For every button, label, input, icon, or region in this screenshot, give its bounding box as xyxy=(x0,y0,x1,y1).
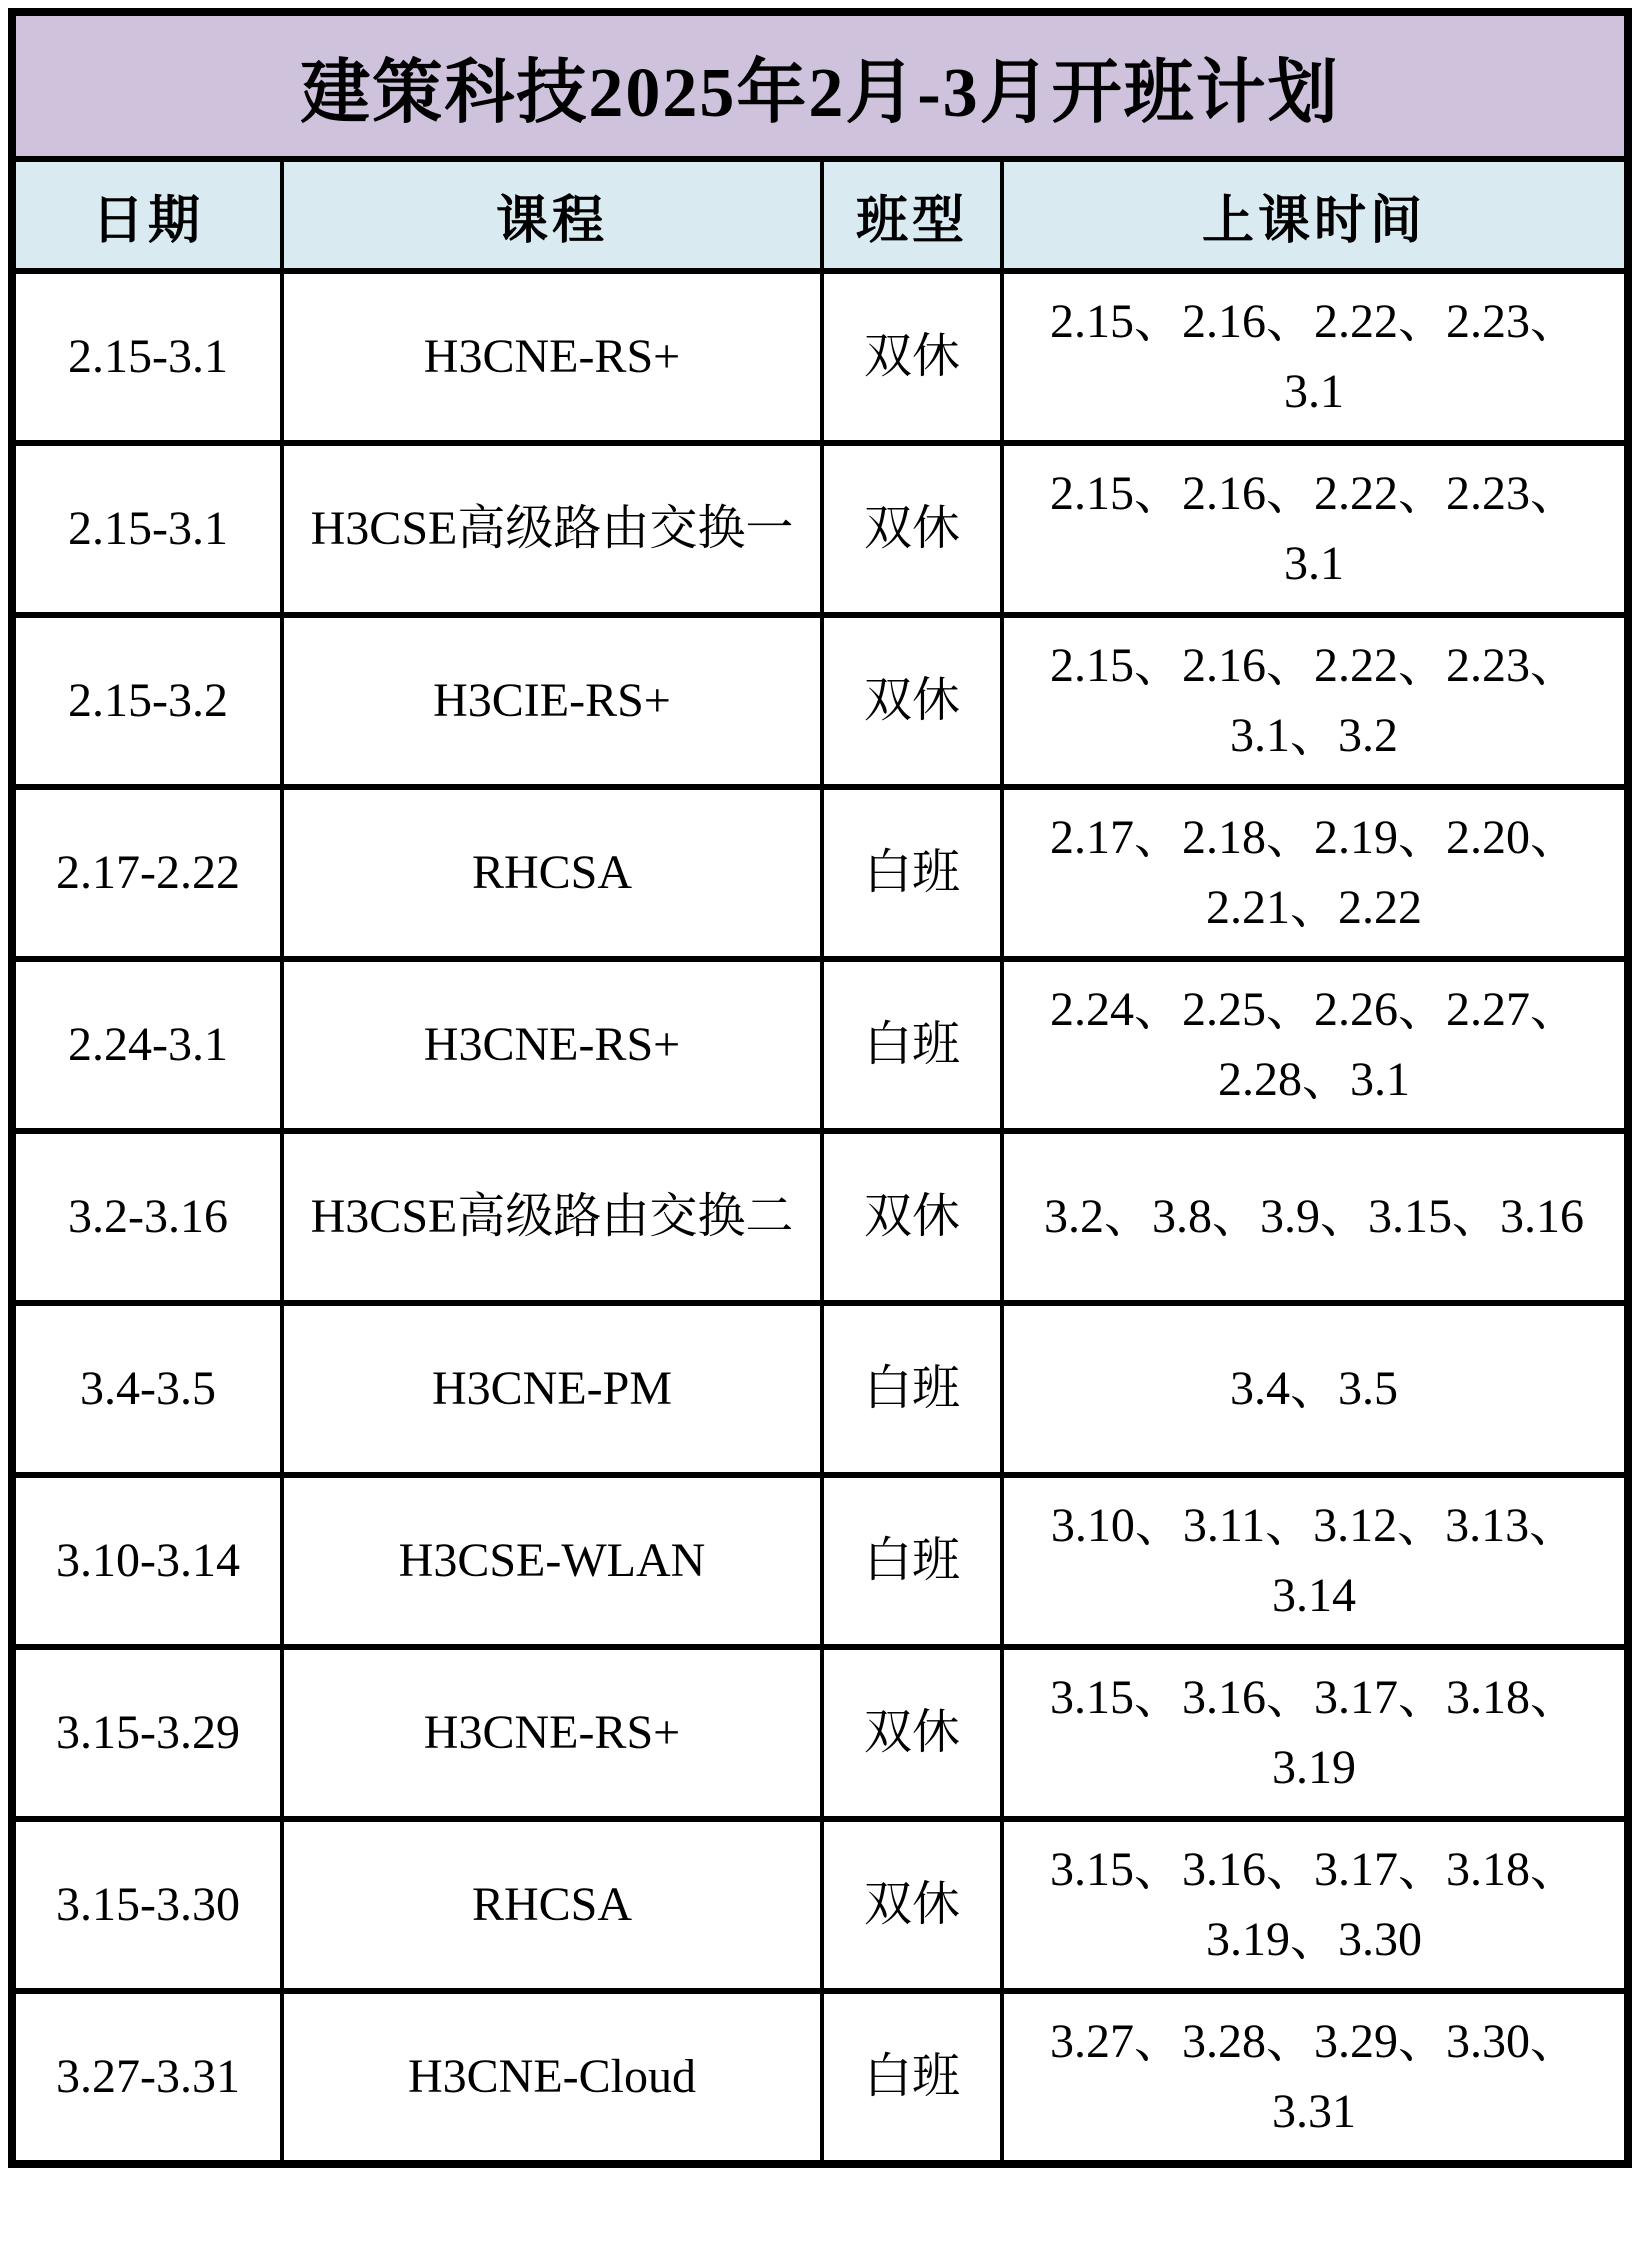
cell-date: 3.10-3.14 xyxy=(12,1475,282,1647)
table-row xyxy=(12,1475,1628,1647)
cell-class-time: 3.15、3.16、3.17、3.18、3.19 xyxy=(1002,1647,1628,1819)
cell-class-time: 2.15、2.16、2.22、2.23、3.1 xyxy=(1002,443,1628,615)
cell-class-time: 3.15、3.16、3.17、3.18、3.19、3.30 xyxy=(1002,1819,1628,1991)
cell-date: 2.15-3.2 xyxy=(12,615,282,787)
cell-class-type: 白班 xyxy=(822,1991,1002,2164)
cell-class-time: 3.27、3.28、3.29、3.30、3.31 xyxy=(1002,1991,1628,2164)
cell-course: H3CSE高级路由交换二 xyxy=(282,1131,822,1303)
table-row xyxy=(12,1991,1628,2164)
table-row xyxy=(12,1131,1628,1303)
cell-date: 2.24-3.1 xyxy=(12,959,282,1131)
cell-class-time: 3.10、3.11、3.12、3.13、3.14 xyxy=(1002,1475,1628,1647)
cell-class-time: 2.24、2.25、2.26、2.27、2.28、3.1 xyxy=(1002,959,1628,1131)
cell-class-time: 2.17、2.18、2.19、2.20、2.21、2.22 xyxy=(1002,787,1628,959)
cell-class-type: 白班 xyxy=(822,787,1002,959)
cell-course: H3CNE-RS+ xyxy=(282,1647,822,1819)
table-row xyxy=(12,1303,1628,1475)
cell-course: H3CSE-WLAN xyxy=(282,1475,822,1647)
title-row xyxy=(12,12,1628,159)
cell-class-type: 白班 xyxy=(822,959,1002,1131)
table-row xyxy=(12,1647,1628,1819)
cell-course: RHCSA xyxy=(282,787,822,959)
column-header-course: 课程 xyxy=(282,159,822,271)
schedule-body xyxy=(12,271,1628,2164)
cell-class-type: 双休 xyxy=(822,443,1002,615)
cell-date: 2.15-3.1 xyxy=(12,443,282,615)
table-row xyxy=(12,787,1628,959)
cell-course: H3CNE-RS+ xyxy=(282,271,822,443)
cell-course: H3CNE-RS+ xyxy=(282,959,822,1131)
header-row xyxy=(12,159,1628,271)
cell-date: 2.17-2.22 xyxy=(12,787,282,959)
column-header-class-time: 上课时间 xyxy=(1002,159,1628,271)
cell-date: 3.15-3.29 xyxy=(12,1647,282,1819)
schedule-table xyxy=(8,8,1632,2168)
cell-class-type: 双休 xyxy=(822,615,1002,787)
cell-date: 3.15-3.30 xyxy=(12,1819,282,1991)
cell-course: H3CIE-RS+ xyxy=(282,615,822,787)
cell-class-type: 双休 xyxy=(822,1819,1002,1991)
cell-date: 3.27-3.31 xyxy=(12,1991,282,2164)
table-row xyxy=(12,443,1628,615)
table-row xyxy=(12,615,1628,787)
table-row xyxy=(12,959,1628,1131)
cell-class-type: 白班 xyxy=(822,1303,1002,1475)
cell-course: H3CNE-Cloud xyxy=(282,1991,822,2164)
cell-date: 2.15-3.1 xyxy=(12,271,282,443)
cell-course: H3CSE高级路由交换一 xyxy=(282,443,822,615)
table-row xyxy=(12,1819,1628,1991)
cell-class-type: 白班 xyxy=(822,1475,1002,1647)
cell-class-time: 2.15、2.16、2.22、2.23、3.1、3.2 xyxy=(1002,615,1628,787)
cell-class-time: 3.4、3.5 xyxy=(1002,1303,1628,1475)
cell-course: H3CNE-PM xyxy=(282,1303,822,1475)
page-title: 建策科技2025年2月-3月开班计划 xyxy=(12,12,1628,159)
cell-course: RHCSA xyxy=(282,1819,822,1991)
column-header-class-type: 班型 xyxy=(822,159,1002,271)
cell-class-time: 2.15、2.16、2.22、2.23、3.1 xyxy=(1002,271,1628,443)
cell-class-type: 双休 xyxy=(822,1647,1002,1819)
cell-class-type: 双休 xyxy=(822,1131,1002,1303)
cell-date: 3.2-3.16 xyxy=(12,1131,282,1303)
cell-date: 3.4-3.5 xyxy=(12,1303,282,1475)
table-row xyxy=(12,271,1628,443)
column-header-date: 日期 xyxy=(12,159,282,271)
cell-class-type: 双休 xyxy=(822,271,1002,443)
cell-class-time: 3.2、3.8、3.9、3.15、3.16 xyxy=(1002,1131,1628,1303)
